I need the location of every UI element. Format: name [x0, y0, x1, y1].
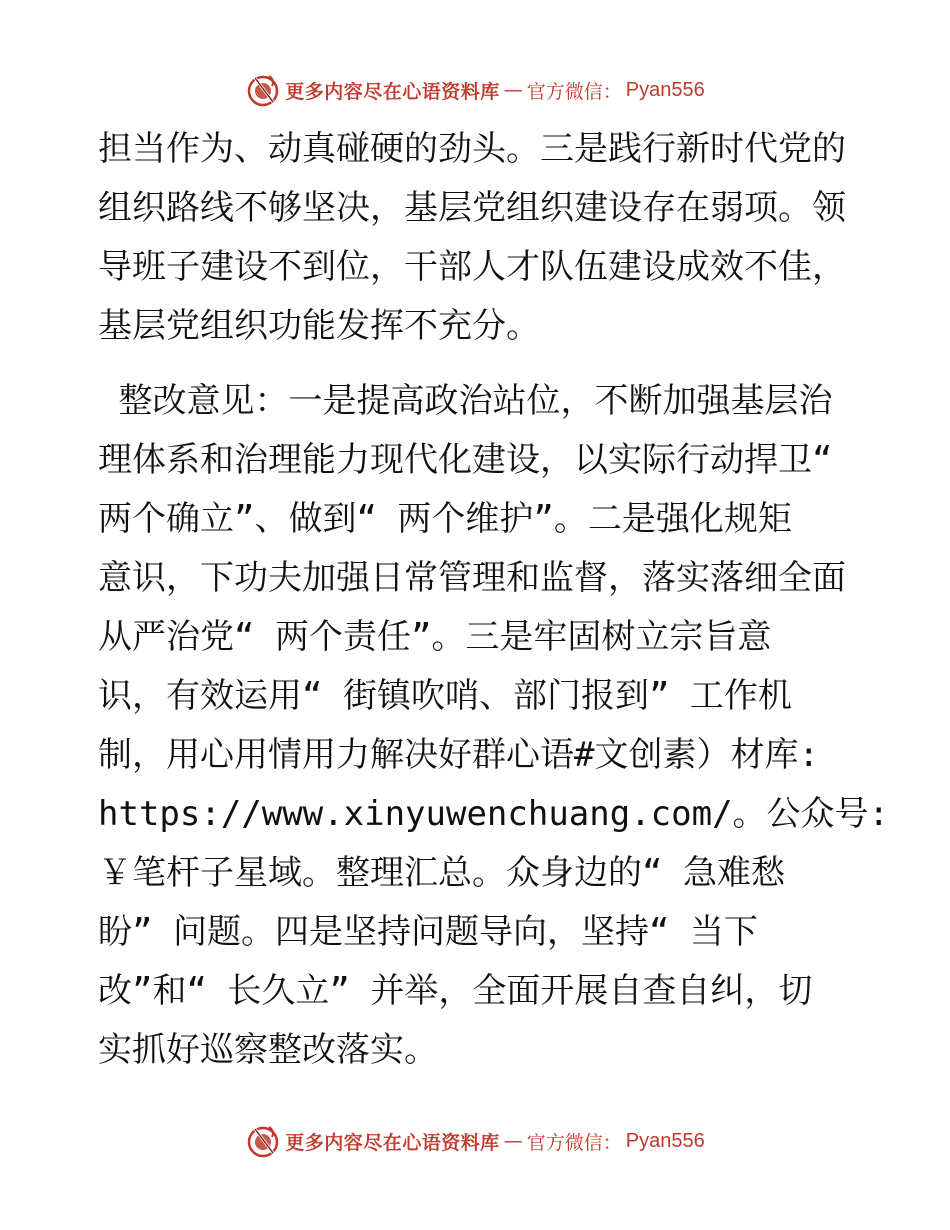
- text-line: 理体系和治理能力现代化建设，以实际行动捍卫“: [98, 440, 833, 480]
- text-line: 组织路线不够坚决，基层党组织建设存在弱项。领: [98, 188, 846, 228]
- logo-icon: [245, 1123, 281, 1159]
- text-line: https://www.xinyuwenchuang.com/。公众号:: [98, 794, 890, 834]
- watermark-separator: —: [503, 1130, 523, 1152]
- text-line: 导班子建设不到位，干部人才队伍建设成效不佳，: [98, 247, 846, 287]
- paragraph-2: [98, 372, 890, 1080]
- watermark-wechat-id: Pyan556: [625, 1129, 705, 1152]
- watermark-text: 更多内容尽在心语资料库: [285, 80, 500, 103]
- text-line: 实抓好巡察整改落实。: [98, 1030, 438, 1070]
- text-line: 盼” 问题。四是坚持问题导向，坚持“ 当下: [98, 912, 758, 952]
- watermark-official-label: 官方微信：: [526, 80, 622, 103]
- text-line: 两个确立”、做到“ 两个维护”。二是强化规矩: [98, 499, 792, 539]
- document-body: [98, 120, 890, 1080]
- text-line: 从严治党“ 两个责任”。三是牢固树立宗旨意: [98, 617, 772, 657]
- watermark-official-label: 官方微信：: [526, 1131, 622, 1154]
- watermark-brand: [245, 1123, 705, 1159]
- text-line: 担当作为、动真碰硬的劲头。三是践行新时代党的: [98, 129, 846, 169]
- logo-icon: [245, 72, 281, 108]
- watermark-separator: —: [503, 79, 523, 101]
- page-footer-watermark: [0, 1121, 950, 1161]
- paragraph-gap: [98, 356, 858, 372]
- watermark-wechat-id: Pyan556: [625, 78, 705, 101]
- text-line: 意识，下功夫加强日常管理和监督，落实落细全面: [98, 558, 846, 598]
- text-line: 基层党组织功能发挥不充分。: [98, 306, 540, 346]
- text-line: 改”和“ 长久立” 并举，全面开展自查自纠，切: [98, 971, 813, 1011]
- text-line: 识，有效运用“ 街镇吹哨、部门报到” 工作机: [98, 676, 792, 716]
- text-line: 整改意见：一是提高政治站位，不断加强基层治: [98, 381, 833, 421]
- page-header-watermark: [0, 70, 950, 110]
- watermark-brand: [245, 72, 705, 108]
- paragraph-1: [98, 120, 858, 356]
- text-line: ￥笔杆子星域。整理汇总。众身边的“ 急难愁: [98, 853, 785, 893]
- text-line: 制，用心用情用力解决好群心语#文创素）材库:: [98, 735, 819, 775]
- watermark-text: 更多内容尽在心语资料库: [285, 1131, 500, 1154]
